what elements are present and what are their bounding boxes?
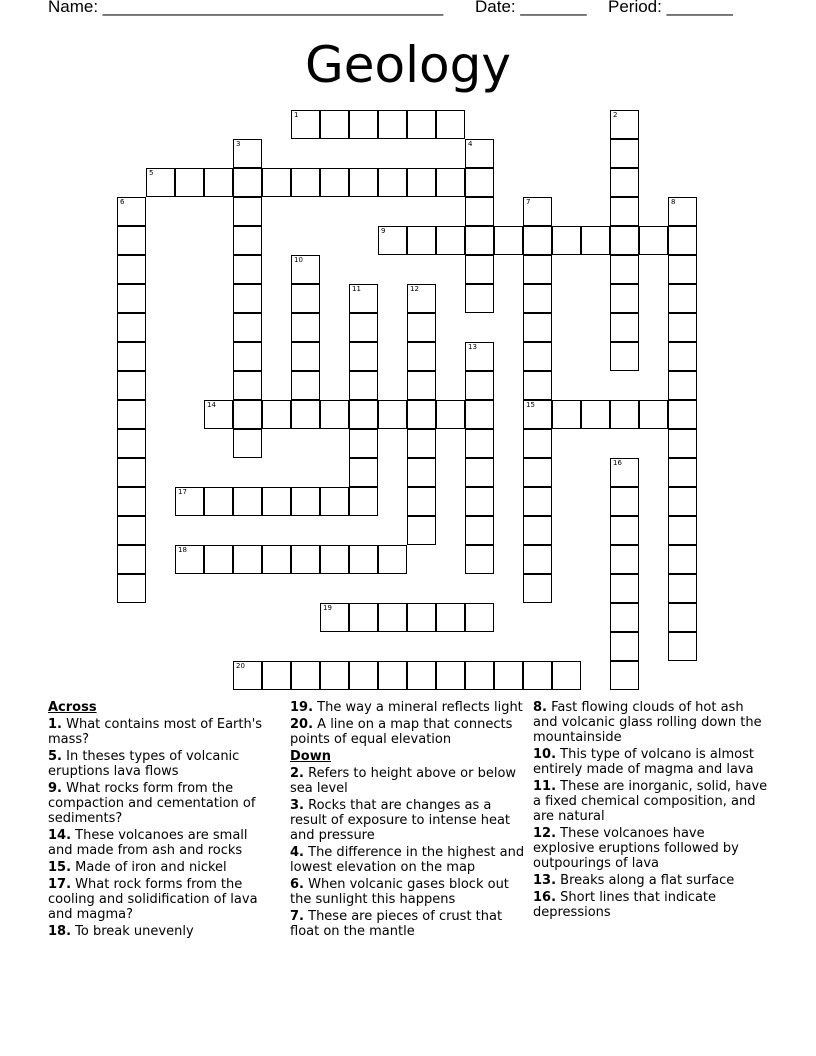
clue-item-text: When volcanic gases block out the sunlight this happens [290,877,509,907]
crossword-cell[interactable] [552,661,581,690]
crossword-cell[interactable] [175,168,204,197]
crossword-cell[interactable] [668,429,697,458]
crossword-cell[interactable] [262,400,291,429]
crossword-cell[interactable] [523,284,552,313]
crossword-cell[interactable] [349,284,378,313]
crossword-cell[interactable] [668,487,697,516]
crossword-cell[interactable] [523,313,552,342]
across-heading: Across [48,700,97,715]
crossword-cell[interactable] [465,661,494,690]
clue-item-text: Short lines that indicate depressions [533,890,717,920]
crossword-cell[interactable] [407,458,436,487]
crossword-cell[interactable] [407,110,436,139]
crossword-cell[interactable] [465,197,494,226]
crossword-cell[interactable] [523,429,552,458]
crossword-cell[interactable] [523,342,552,371]
clue-item [290,700,526,715]
crossword-cell[interactable] [320,603,349,632]
clue-item-text: Rocks that are changes as a result of exposure to intense heat and pressure [290,798,511,843]
crossword-cell[interactable] [465,371,494,400]
crossword-cell[interactable] [320,545,349,574]
crossword-cell[interactable] [610,603,639,632]
crossword-cell[interactable] [175,487,204,516]
crossword-cell[interactable] [668,603,697,632]
crossword-cell[interactable] [407,371,436,400]
crossword-cell[interactable] [349,342,378,371]
crossword-cell[interactable] [407,429,436,458]
crossword-cell[interactable] [117,226,146,255]
crossword-cell[interactable] [320,110,349,139]
clue-item-number: 10. [533,747,557,762]
crossword-cell[interactable] [668,197,697,226]
clue-number: 11 [352,285,361,293]
clue-item-text: These are inorganic, solid, have a fixed chemical composition, and are natural [533,779,768,824]
clue-item-text: Made of iron and nickel [75,860,227,875]
crossword-cell[interactable] [668,226,697,255]
crossword-cell[interactable] [320,168,349,197]
clue-item-number: 14. [48,828,72,843]
down-heading: Down [290,749,331,764]
crossword-cell[interactable] [552,400,581,429]
crossword-cell[interactable] [610,110,639,139]
clue-item-number: 2. [290,766,304,781]
crossword-cell[interactable] [349,545,378,574]
clue-item-number: 5. [48,749,62,764]
clue-item [290,877,526,907]
crossword-cell[interactable] [233,487,262,516]
clue-item [533,779,768,824]
crossword-cell[interactable] [262,661,291,690]
crossword-cell[interactable] [610,487,639,516]
clue-item [48,860,270,875]
clue-item [533,700,768,745]
crossword-cell[interactable] [117,255,146,284]
clue-item-number: 19. [290,700,314,715]
clue-item [290,717,526,747]
crossword-cell[interactable] [668,400,697,429]
crossword-cell[interactable] [523,661,552,690]
clue-item-number: 6. [290,877,304,892]
clues-column-2 [290,700,526,941]
crossword-cell[interactable] [407,342,436,371]
crossword-cell[interactable] [581,400,610,429]
clues-column-3 [533,700,768,922]
crossword-cell[interactable] [320,487,349,516]
clue-item [48,828,270,858]
clue-item [290,766,526,796]
crossword-cell[interactable] [262,487,291,516]
crossword-cell[interactable] [291,110,320,139]
crossword-cell[interactable] [378,400,407,429]
crossword-cell[interactable] [378,603,407,632]
clue-item-number: 16. [533,890,557,905]
crossword-cell[interactable] [407,516,436,545]
clue-item-text: Refers to height above or below sea level [290,766,517,796]
clue-number: 6 [120,198,125,206]
clues-column-1 [48,700,270,941]
crossword-cell[interactable] [407,226,436,255]
clue-item-number: 9. [48,781,62,796]
clue-item [48,749,270,779]
clue-item-number: 4. [290,845,304,860]
crossword-cell[interactable] [291,284,320,313]
crossword-cell[interactable] [494,226,523,255]
crossword-cell[interactable] [349,661,378,690]
crossword-cell[interactable] [320,661,349,690]
crossword-cell[interactable] [291,545,320,574]
clue-item-number: 17. [48,877,72,892]
page-title: Geology [305,36,511,94]
crossword-cell[interactable] [610,661,639,690]
crossword-cell[interactable] [610,255,639,284]
crossword-cell[interactable] [465,458,494,487]
clue-item [48,717,270,747]
crossword-cell[interactable] [523,197,552,226]
clue-item-text: A line on a map that connects points of equal elevation [290,717,513,747]
clue-item-number: 15. [48,860,72,875]
date-field[interactable]: Date: _______ [475,0,587,16]
clue-item [533,826,768,871]
crossword-cell[interactable] [523,255,552,284]
crossword-cell[interactable] [436,400,465,429]
crossword-cell[interactable] [407,168,436,197]
crossword-cell[interactable] [407,313,436,342]
crossword-cell[interactable] [291,371,320,400]
crossword-cell[interactable] [436,226,465,255]
clue-item-text: To break unevenly [75,924,194,939]
crossword-cell[interactable] [668,313,697,342]
crossword-cell[interactable] [668,545,697,574]
crossword-cell[interactable] [465,603,494,632]
crossword-cell[interactable] [668,458,697,487]
clue-number: 8 [671,198,676,206]
crossword-cell[interactable] [407,487,436,516]
crossword-cell[interactable] [407,603,436,632]
crossword-cell[interactable] [233,168,262,197]
clue-number: 13 [468,343,477,351]
crossword-cell[interactable] [349,313,378,342]
crossword-cell[interactable] [407,661,436,690]
crossword-cell[interactable] [668,342,697,371]
crossword-cell[interactable] [639,226,668,255]
crossword-cell[interactable] [233,545,262,574]
crossword-cell[interactable] [465,429,494,458]
crossword-cell[interactable] [378,661,407,690]
crossword-cell[interactable] [204,487,233,516]
crossword-cell[interactable] [610,139,639,168]
student-info-header [48,0,748,21]
clue-item-number: 11. [533,779,557,794]
crossword-cell[interactable] [117,487,146,516]
crossword-cell[interactable] [668,371,697,400]
clue-item-number: 7. [290,909,304,924]
crossword-cell[interactable] [233,429,262,458]
clue-item-text: What contains most of Earth's mass? [48,717,263,747]
clue-item [290,845,526,875]
crossword-cell[interactable] [291,255,320,284]
period-field[interactable]: Period: _______ [608,0,733,16]
crossword-cell[interactable] [204,168,233,197]
clue-item-text: The difference in the highest and lowest elevation on the map [290,845,525,875]
clue-item-number: 20. [290,717,314,732]
crossword-cell[interactable] [407,284,436,313]
crossword-cell[interactable] [349,168,378,197]
crossword-cell[interactable] [233,139,262,168]
crossword-cell[interactable] [233,371,262,400]
crossword-cell[interactable] [610,545,639,574]
clue-item-text: Breaks along a flat surface [560,873,735,888]
clue-item-text: What rock forms from the cooling and solidification of lava and magma? [48,877,258,922]
crossword-cell[interactable] [668,574,697,603]
clue-number: 19 [323,604,332,612]
crossword-cell[interactable] [465,284,494,313]
crossword-cell[interactable] [349,371,378,400]
crossword-cell[interactable] [349,603,378,632]
crossword-cell[interactable] [407,400,436,429]
crossword-cell[interactable] [262,545,291,574]
crossword-cell[interactable] [523,458,552,487]
crossword-cell[interactable] [117,197,146,226]
crossword-cell[interactable] [610,197,639,226]
crossword-cell[interactable] [262,168,291,197]
crossword-cell[interactable] [349,458,378,487]
crossword-cell[interactable] [610,574,639,603]
crossword-cell[interactable] [465,226,494,255]
clue-item [48,924,270,939]
crossword-cell[interactable] [349,400,378,429]
crossword-cell[interactable] [204,400,233,429]
crossword-cell[interactable] [378,110,407,139]
crossword-cell[interactable] [378,168,407,197]
crossword-cell[interactable] [291,487,320,516]
crossword-cell[interactable] [146,168,175,197]
clue-item-text: The way a mineral reflects light [317,700,523,715]
crossword-cell[interactable] [349,429,378,458]
clue-item [533,747,768,777]
crossword-cell[interactable] [320,400,349,429]
crossword-cell[interactable] [523,226,552,255]
crossword-cell[interactable] [523,516,552,545]
clue-number: 16 [613,459,622,467]
clue-item-text: These are pieces of crust that float on the mantle [290,909,503,939]
crossword-cell[interactable] [436,168,465,197]
crossword-cell[interactable] [204,545,233,574]
clue-item [533,890,768,920]
crossword-cell[interactable] [610,458,639,487]
clue-item [533,873,768,888]
clue-number: 5 [149,169,154,177]
clue-item [290,798,526,843]
crossword-cell[interactable] [349,110,378,139]
clue-item-text: These volcanoes have explosive eruptions followed by outpourings of lava [533,826,739,871]
crossword-cell[interactable] [668,284,697,313]
crossword-cell[interactable] [233,313,262,342]
clue-number: 7 [526,198,531,206]
crossword-cell[interactable] [233,197,262,226]
crossword-cell[interactable] [581,226,610,255]
clue-item-number: 1. [48,717,62,732]
crossword-cell[interactable] [233,400,262,429]
crossword-cell[interactable] [465,545,494,574]
crossword-cell[interactable] [523,545,552,574]
crossword-cell[interactable] [668,255,697,284]
crossword-cell[interactable] [610,400,639,429]
crossword-cell[interactable] [610,168,639,197]
crossword-cell[interactable] [291,342,320,371]
crossword-cell[interactable] [233,255,262,284]
crossword-cell[interactable] [610,284,639,313]
crossword-cell[interactable] [291,168,320,197]
crossword-cell[interactable] [610,226,639,255]
clue-item [290,909,526,939]
clue-item-number: 12. [533,826,557,841]
clue-item-number: 3. [290,798,304,813]
crossword-cell[interactable] [465,139,494,168]
clue-number: 17 [178,488,187,496]
crossword-cell[interactable] [233,661,262,690]
crossword-cell[interactable] [610,313,639,342]
clue-item [48,781,270,826]
clue-number: 1 [294,111,299,119]
crossword-cell[interactable] [552,226,581,255]
crossword-cell[interactable] [233,226,262,255]
crossword-cell[interactable] [610,342,639,371]
crossword-cell[interactable] [523,371,552,400]
crossword-cell[interactable] [523,574,552,603]
crossword-cell[interactable] [523,487,552,516]
crossword-cell[interactable] [291,400,320,429]
crossword-cell[interactable] [465,168,494,197]
name-field[interactable]: Name: ____________________________________ [48,0,444,16]
clue-item-text: Fast flowing clouds of hot ash and volcanic glass rolling down the mountainside [533,700,762,745]
crossword-cell[interactable] [117,574,146,603]
clue-number: 2 [613,111,618,119]
crossword-cell[interactable] [117,516,146,545]
clue-item-text: These volcanoes are small and made from ash and rocks [48,828,248,858]
clue-number: 20 [236,662,245,670]
clue-number: 15 [526,401,535,409]
crossword-cell[interactable] [378,545,407,574]
crossword-cell[interactable] [291,661,320,690]
clue-item [48,877,270,922]
crossword-cell[interactable] [233,284,262,313]
crossword-cell[interactable] [291,313,320,342]
clue-item-text: In theses types of volcanic eruptions lava flows [48,749,240,779]
crossword-cell[interactable] [349,487,378,516]
crossword-cell[interactable] [117,400,146,429]
crossword-cell[interactable] [233,342,262,371]
clue-item-text: What rocks form from the compaction and cementation of sediments? [48,781,256,826]
crossword-cell[interactable] [465,342,494,371]
crossword-cell[interactable] [117,342,146,371]
crossword-cell[interactable] [117,545,146,574]
crossword-cell[interactable] [378,226,407,255]
crossword-cell[interactable] [610,632,639,661]
clue-item-text: This type of volcano is almost entirely made of magma and lava [533,747,754,777]
clue-item-number: 13. [533,873,557,888]
crossword-cell[interactable] [175,545,204,574]
crossword-cell[interactable] [436,661,465,690]
crossword-cell[interactable] [639,400,668,429]
crossword-cell[interactable] [117,429,146,458]
crossword-cell[interactable] [436,603,465,632]
crossword-cell[interactable] [465,516,494,545]
clue-number: 14 [207,401,216,409]
crossword-cell[interactable] [117,371,146,400]
crossword-cell[interactable] [610,516,639,545]
crossword-cell[interactable] [436,110,465,139]
clue-number: 18 [178,546,187,554]
clue-number: 4 [468,140,473,148]
crossword-cell[interactable] [465,487,494,516]
clue-item-number: 8. [533,700,547,715]
crossword-cell[interactable] [465,255,494,284]
crossword-cell[interactable] [668,516,697,545]
clue-number: 3 [236,140,241,148]
crossword-cell[interactable] [465,400,494,429]
clue-item-number: 18. [48,924,72,939]
crossword-cell[interactable] [117,458,146,487]
crossword-cell[interactable] [668,632,697,661]
crossword-cell[interactable] [117,284,146,313]
crossword-cell[interactable] [494,661,523,690]
clue-number: 9 [381,227,386,235]
crossword-cell[interactable] [117,313,146,342]
clue-number: 12 [410,285,419,293]
clue-number: 10 [294,256,303,264]
crossword-cell[interactable] [523,400,552,429]
